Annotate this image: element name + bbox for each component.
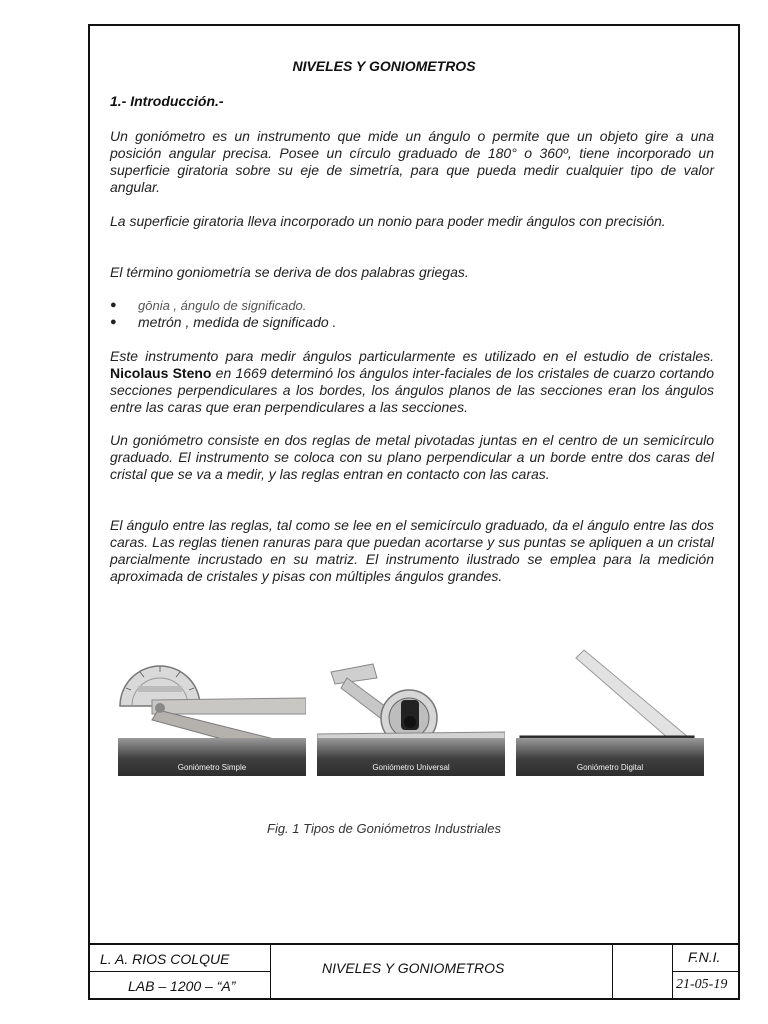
footer-vline-1 (270, 943, 271, 1000)
list-item-text: gōnia , ángulo de significado. (138, 298, 307, 313)
footer-vline-2 (612, 943, 613, 1000)
greek-words-list (110, 297, 336, 331)
footer-table (88, 943, 740, 1000)
footer-lab: LAB – 1200 – “A” (128, 978, 236, 994)
footer-left-divider (88, 971, 270, 972)
paragraph-text: Este instrumento para medir ángulos particularmente es utilizado en el estudio de cristales. (110, 348, 714, 364)
image-goniometro-simple (118, 648, 306, 776)
list-item-text: metrón , medida de significado . (138, 314, 337, 330)
section-heading: 1.- Introducción.- (110, 93, 224, 109)
bullet-icon: ● (110, 316, 117, 328)
list-item (110, 314, 336, 331)
bullet-icon: ● (110, 299, 117, 311)
footer-vline-3 (672, 943, 673, 1000)
image-caption: Goniómetro Digital (576, 763, 644, 772)
paragraph-steno (110, 348, 714, 416)
document-title: NIVELES Y GONIOMETROS (292, 58, 476, 74)
list-item (110, 297, 336, 314)
paragraph-construction: Un goniómetro consiste en dos reglas de metal pivotadas juntas en el centro de un semicírculo graduado. El instrumento se coloca con su plano perpendicular a un borde entre dos caras del cristal que se va a medir, y las reglas entran en contacto con las caras. (110, 432, 714, 482)
footer-right-divider (672, 971, 740, 972)
paragraph-usage: El ángulo entre las reglas, tal como se lee en el semicírculo graduado, da el ángulo entre las dos caras. Las reglas tienen ranuras para que puedan acortarse y sus puntas se apliquen a un cristal parcialmente incrustado en su matriz. El instrumento ilustrado se emplea para la medición aproximada de cristales y pisas con múltiples ángulos grandes. (110, 517, 714, 584)
paragraph-text: en 1669 determinó los ángulos inter-faciales de los cristales de cuarzo cortando secciones perpendiculares a los bordes, los ángulos planos de las secciones eran los ángulos entre las caras que eran perpendiculares a las secciones. (110, 365, 714, 415)
paragraph-greek: El término goniometría se deriva de dos palabras griegas. (110, 264, 469, 280)
steno-name: Nicolaus Steno (110, 365, 212, 381)
footer-title: NIVELES Y GONIOMETROS (322, 960, 505, 976)
footer-institution: F.N.I. (688, 949, 721, 965)
figure-caption: Fig. 1 Tipos de Goniómetros Industriales (267, 821, 501, 836)
image-goniometro-digital (516, 648, 704, 776)
footer-top-border (88, 943, 740, 945)
footer-date: 21-05-19 (676, 977, 728, 992)
footer-author: L. A. RIOS COLQUE (100, 951, 230, 967)
image-caption: Goniómetro Simple (177, 763, 247, 772)
paragraph-nonio: La superficie giratoria lleva incorporado un nonio para poder medir ángulos con precisión. (110, 213, 666, 229)
image-goniometro-universal (317, 648, 505, 776)
image-caption: Goniómetro Universal (372, 763, 450, 772)
paragraph-intro: Un goniómetro es un instrumento que mide un ángulo o permite que un objeto gire a una posición angular precisa. Posee un círculo graduado de 180° o 360º, tiene incorporado un superficie giratoria sobre su eje de simetría, para que pueda medir cualquier tipo de valor angular. (110, 128, 714, 195)
